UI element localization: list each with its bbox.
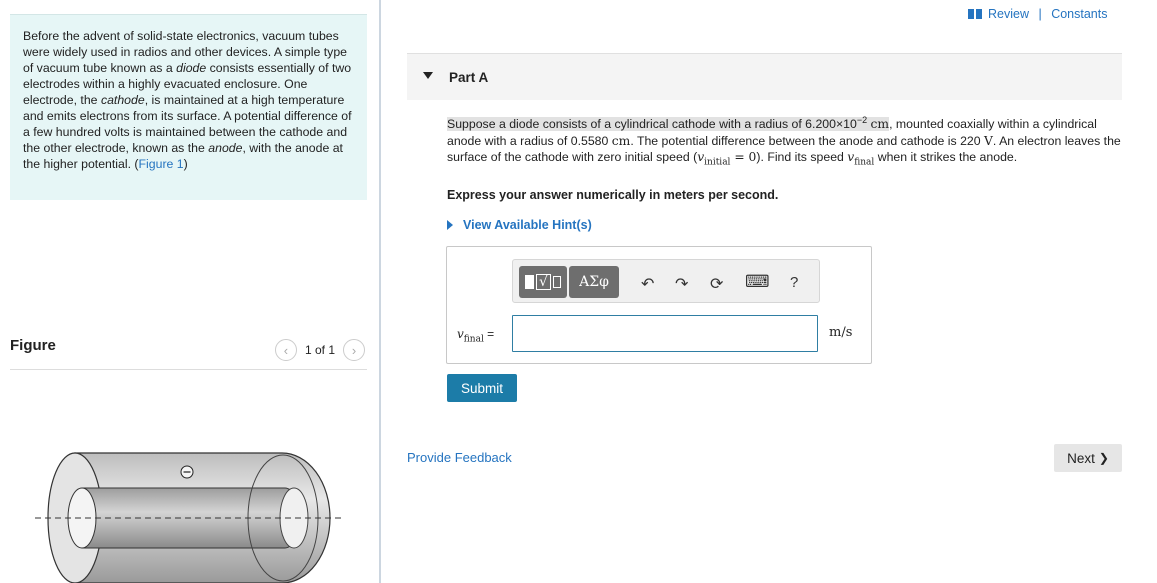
equals-sign: =: [483, 327, 495, 341]
answer-panel: [446, 246, 872, 364]
question-fragment: ). Find its speed: [756, 150, 848, 165]
v-final-subscript: final: [463, 334, 484, 345]
term-diode: diode: [176, 61, 207, 75]
intro-text: , with the anode at the higher potential. (: [23, 141, 343, 171]
review-constants: [968, 7, 1107, 21]
figure-pager: [275, 339, 365, 361]
unit-volt: V: [984, 133, 993, 148]
submit-button[interactable]: Submit: [447, 374, 517, 402]
part-title: Part A: [449, 70, 489, 85]
diode-figure: [30, 448, 350, 583]
column-divider: [379, 0, 381, 583]
undo-icon[interactable]: ↶: [641, 276, 655, 293]
chevron-left-icon[interactable]: ‹: [275, 339, 297, 361]
figure-title: Figure: [10, 337, 56, 354]
sqrt-icon: √: [536, 274, 551, 290]
book-icon: [968, 9, 982, 19]
template-button[interactable]: [519, 266, 567, 298]
v-symbol: v: [847, 150, 855, 165]
intro-text: , is maintained at a high temperature and emits electrons from its surface. A potential difference of a few hundred volts is maintained between the cathode and the other electrode, known as the: [23, 93, 352, 155]
chevron-right-icon: ❯: [1098, 451, 1109, 465]
term-cathode: cathode: [100, 93, 145, 107]
template-box-icon: [553, 276, 561, 288]
unit-label: m/s: [829, 325, 853, 340]
question-fragment: . The potential difference between the anode and cathode is 220: [630, 133, 981, 148]
v-symbol: v: [697, 150, 705, 165]
view-hints-toggle[interactable]: [447, 218, 592, 232]
v-symbol: v: [457, 327, 464, 341]
part-header[interactable]: [407, 53, 1122, 100]
answer-instructions: Express your answer numerically in meters per second.: [447, 188, 779, 202]
question-fragment: when it strikes the anode.: [874, 150, 1018, 165]
figure-link[interactable]: Figure 1: [138, 157, 184, 171]
collapse-triangle-icon[interactable]: [423, 72, 433, 79]
greek-symbols-button[interactable]: ΑΣφ: [569, 266, 619, 298]
math-toolbar: [512, 259, 820, 303]
hints-label: View Available Hint(s): [463, 218, 592, 232]
constants-link[interactable]: Constants: [1051, 7, 1108, 21]
v-initial-subscript: initial: [704, 157, 731, 168]
intro-text: consists essentially of two electrodes within a highly evacuated enclosure. One electrode, the: [23, 61, 352, 107]
v-final-subscript: final: [854, 157, 875, 168]
provide-feedback-link[interactable]: Provide Feedback: [407, 450, 512, 465]
answer-input[interactable]: [512, 315, 818, 352]
equals-zero: = 0: [730, 150, 757, 165]
question-fragment: , mounted coaxially within a cylindrical anode with a radius of 0.5580: [447, 117, 1097, 148]
question-fragment: . An electron leaves the surface of the cathode with zero initial speed (: [447, 133, 1121, 165]
next-label: Next: [1067, 450, 1095, 466]
redo-icon[interactable]: ↷: [675, 276, 689, 293]
unit-cm: cm: [870, 117, 890, 132]
cathode-left-face: [68, 488, 96, 548]
unit-cm: cm: [611, 133, 631, 148]
separator: |: [1035, 7, 1046, 21]
answer-variable-label: [457, 327, 494, 344]
chevron-right-icon[interactable]: ›: [343, 339, 365, 361]
intro-text: ): [183, 157, 188, 171]
expand-triangle-icon: [447, 220, 453, 230]
question-fragment: Suppose a diode consists of a cylindrical cathode with a radius of 6.200×10: [447, 117, 857, 132]
intro-text: Before the advent of solid-state electronics, vacuum tubes were widely used in radios and other devices. A simple type of vacuum tube known as a: [23, 29, 347, 75]
pager-text: 1 of 1: [304, 343, 335, 357]
intro-text-box: [10, 14, 367, 200]
help-button[interactable]: ?: [790, 274, 799, 291]
left-panel: [0, 0, 380, 583]
template-box-icon: [525, 275, 534, 289]
term-anode: anode: [208, 141, 243, 155]
review-link[interactable]: Review: [988, 7, 1029, 21]
exponent: −2: [856, 115, 868, 125]
figure-header: [10, 336, 367, 370]
keyboard-icon[interactable]: ⌨: [745, 272, 770, 291]
question-text: [447, 112, 1122, 171]
next-button[interactable]: [1054, 444, 1122, 472]
reset-icon[interactable]: ⟳: [710, 276, 724, 293]
